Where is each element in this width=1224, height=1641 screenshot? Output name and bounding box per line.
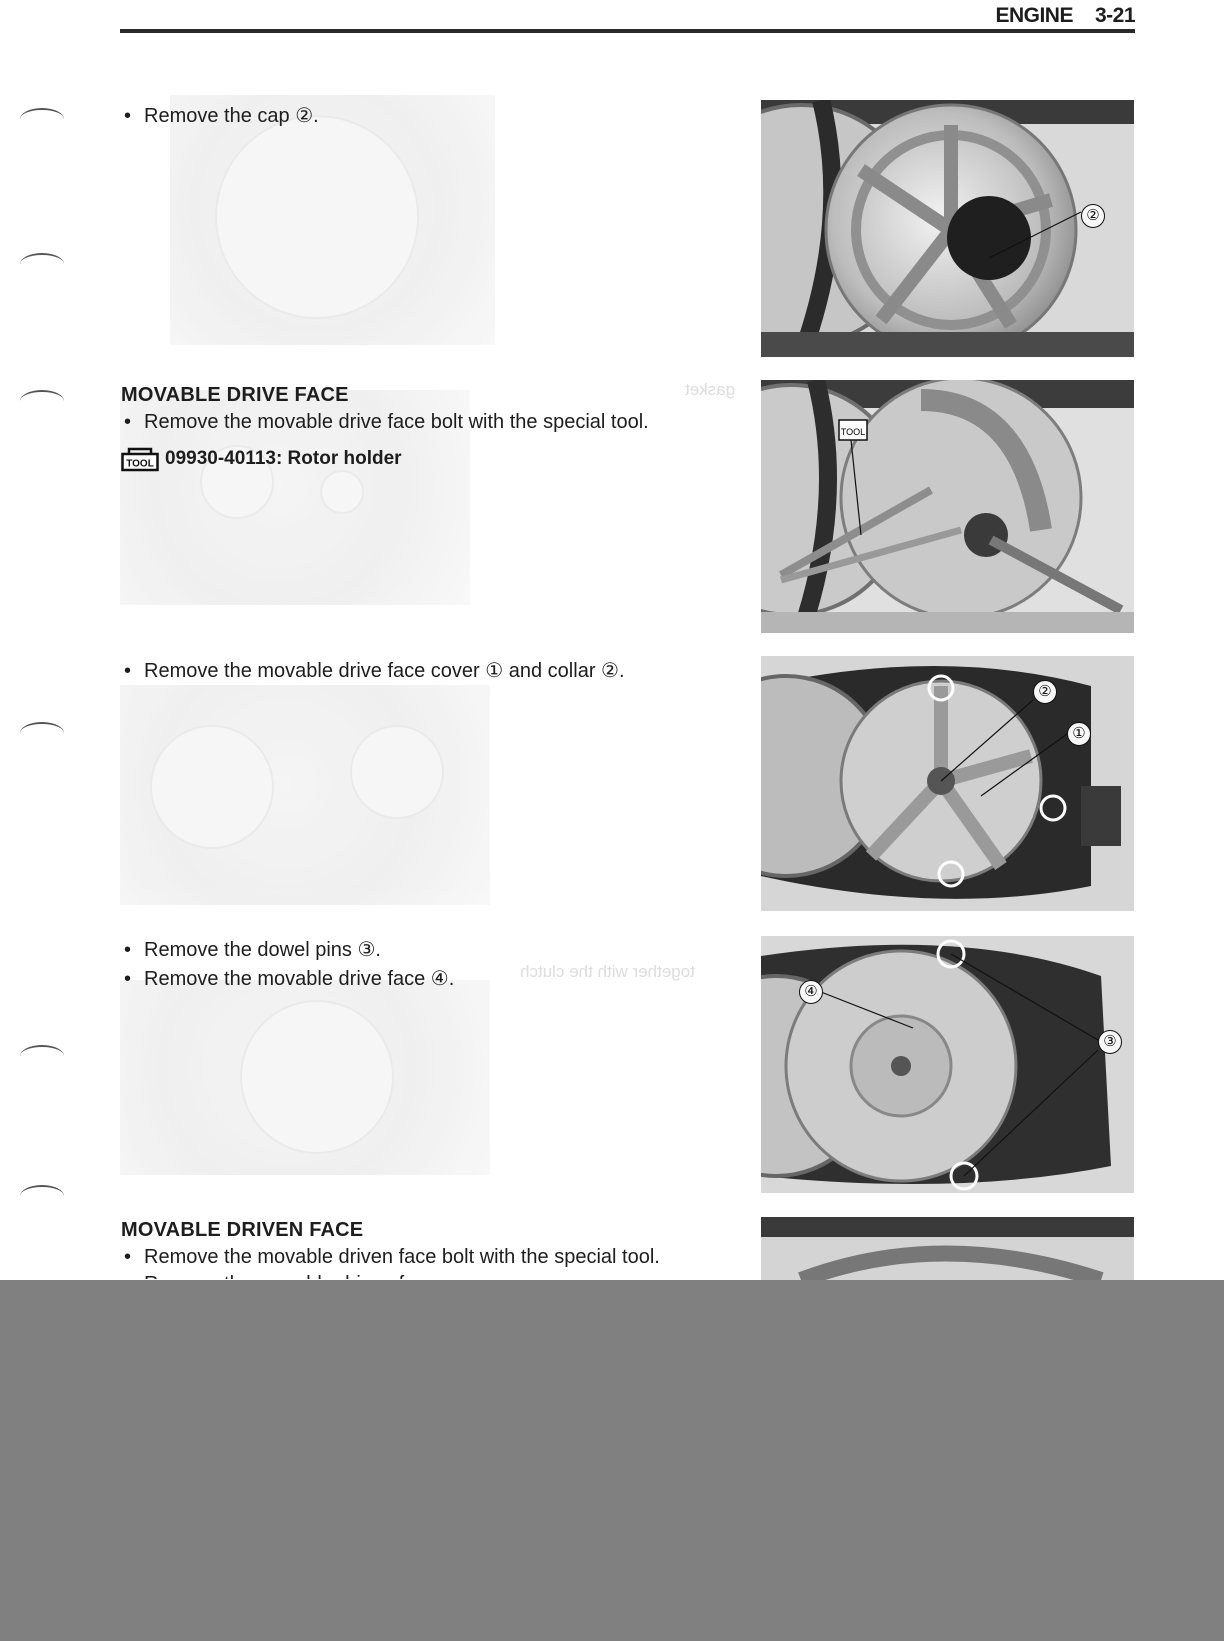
special-tool-spec: TOOL 09930-40113: Rotor holder: [121, 446, 402, 472]
bleed-through-text: gasket: [685, 380, 736, 399]
callout-cap: ②: [1081, 204, 1105, 228]
binding-mark: [20, 1045, 64, 1067]
bleed-through-image: [120, 685, 490, 905]
photo-remove-cap: [761, 100, 1134, 357]
binding-mark: [20, 722, 64, 744]
step-remove-drive-face-bolt: • Remove the movable drive face bolt with the special tool.: [124, 411, 649, 433]
photo-remove-driven-face-bolt: [761, 1217, 1134, 1280]
binding-mark: [20, 253, 64, 275]
tool-icon: [121, 446, 159, 472]
callout-movable-drive-face: ④: [799, 980, 823, 1004]
step-remove-movable-drive-face: • Remove the movable drive face ④.: [124, 968, 455, 990]
photo-remove-cover-collar: [761, 656, 1134, 911]
header-page-number: 3-21: [1094, 4, 1135, 27]
section-title-movable-drive-face: MOVABLE DRIVE FACE: [121, 384, 349, 406]
section-title-movable-driven-face: MOVABLE DRIVEN FACE: [121, 1219, 364, 1241]
svg-text:TOOL: TOOL: [126, 458, 154, 470]
svg-text:TOOL: TOOL: [840, 427, 866, 437]
binding-mark: [20, 108, 64, 130]
bleed-through-image: [120, 980, 490, 1175]
header-section: ENGINE: [995, 4, 1073, 27]
callout-dowel-pins: ③: [1098, 1030, 1122, 1054]
photo-remove-dowel-pins: [761, 936, 1134, 1193]
scan-blank-area: [0, 1280, 1224, 1641]
step-remove-driven-face-bolt: • Remove the movable driven face bolt with the special tool.: [124, 1246, 660, 1268]
step-remove-dowel-pins: • Remove the dowel pins ③.: [124, 939, 381, 961]
callout-collar: ②: [1033, 680, 1057, 704]
header-rule: [120, 29, 1135, 33]
bleed-through-image: [170, 95, 495, 345]
binding-mark: [20, 1185, 64, 1207]
step-remove-cover-collar: • Remove the movable drive face cover ① and collar ②.: [124, 660, 625, 682]
photo-remove-drive-face-bolt: [761, 380, 1134, 633]
bleed-through-text: together with the clutch: [520, 962, 695, 981]
binding-mark: [20, 390, 64, 412]
callout-cover: ①: [1067, 722, 1091, 746]
step-remove-cap: • Remove the cap ②.: [124, 105, 319, 127]
